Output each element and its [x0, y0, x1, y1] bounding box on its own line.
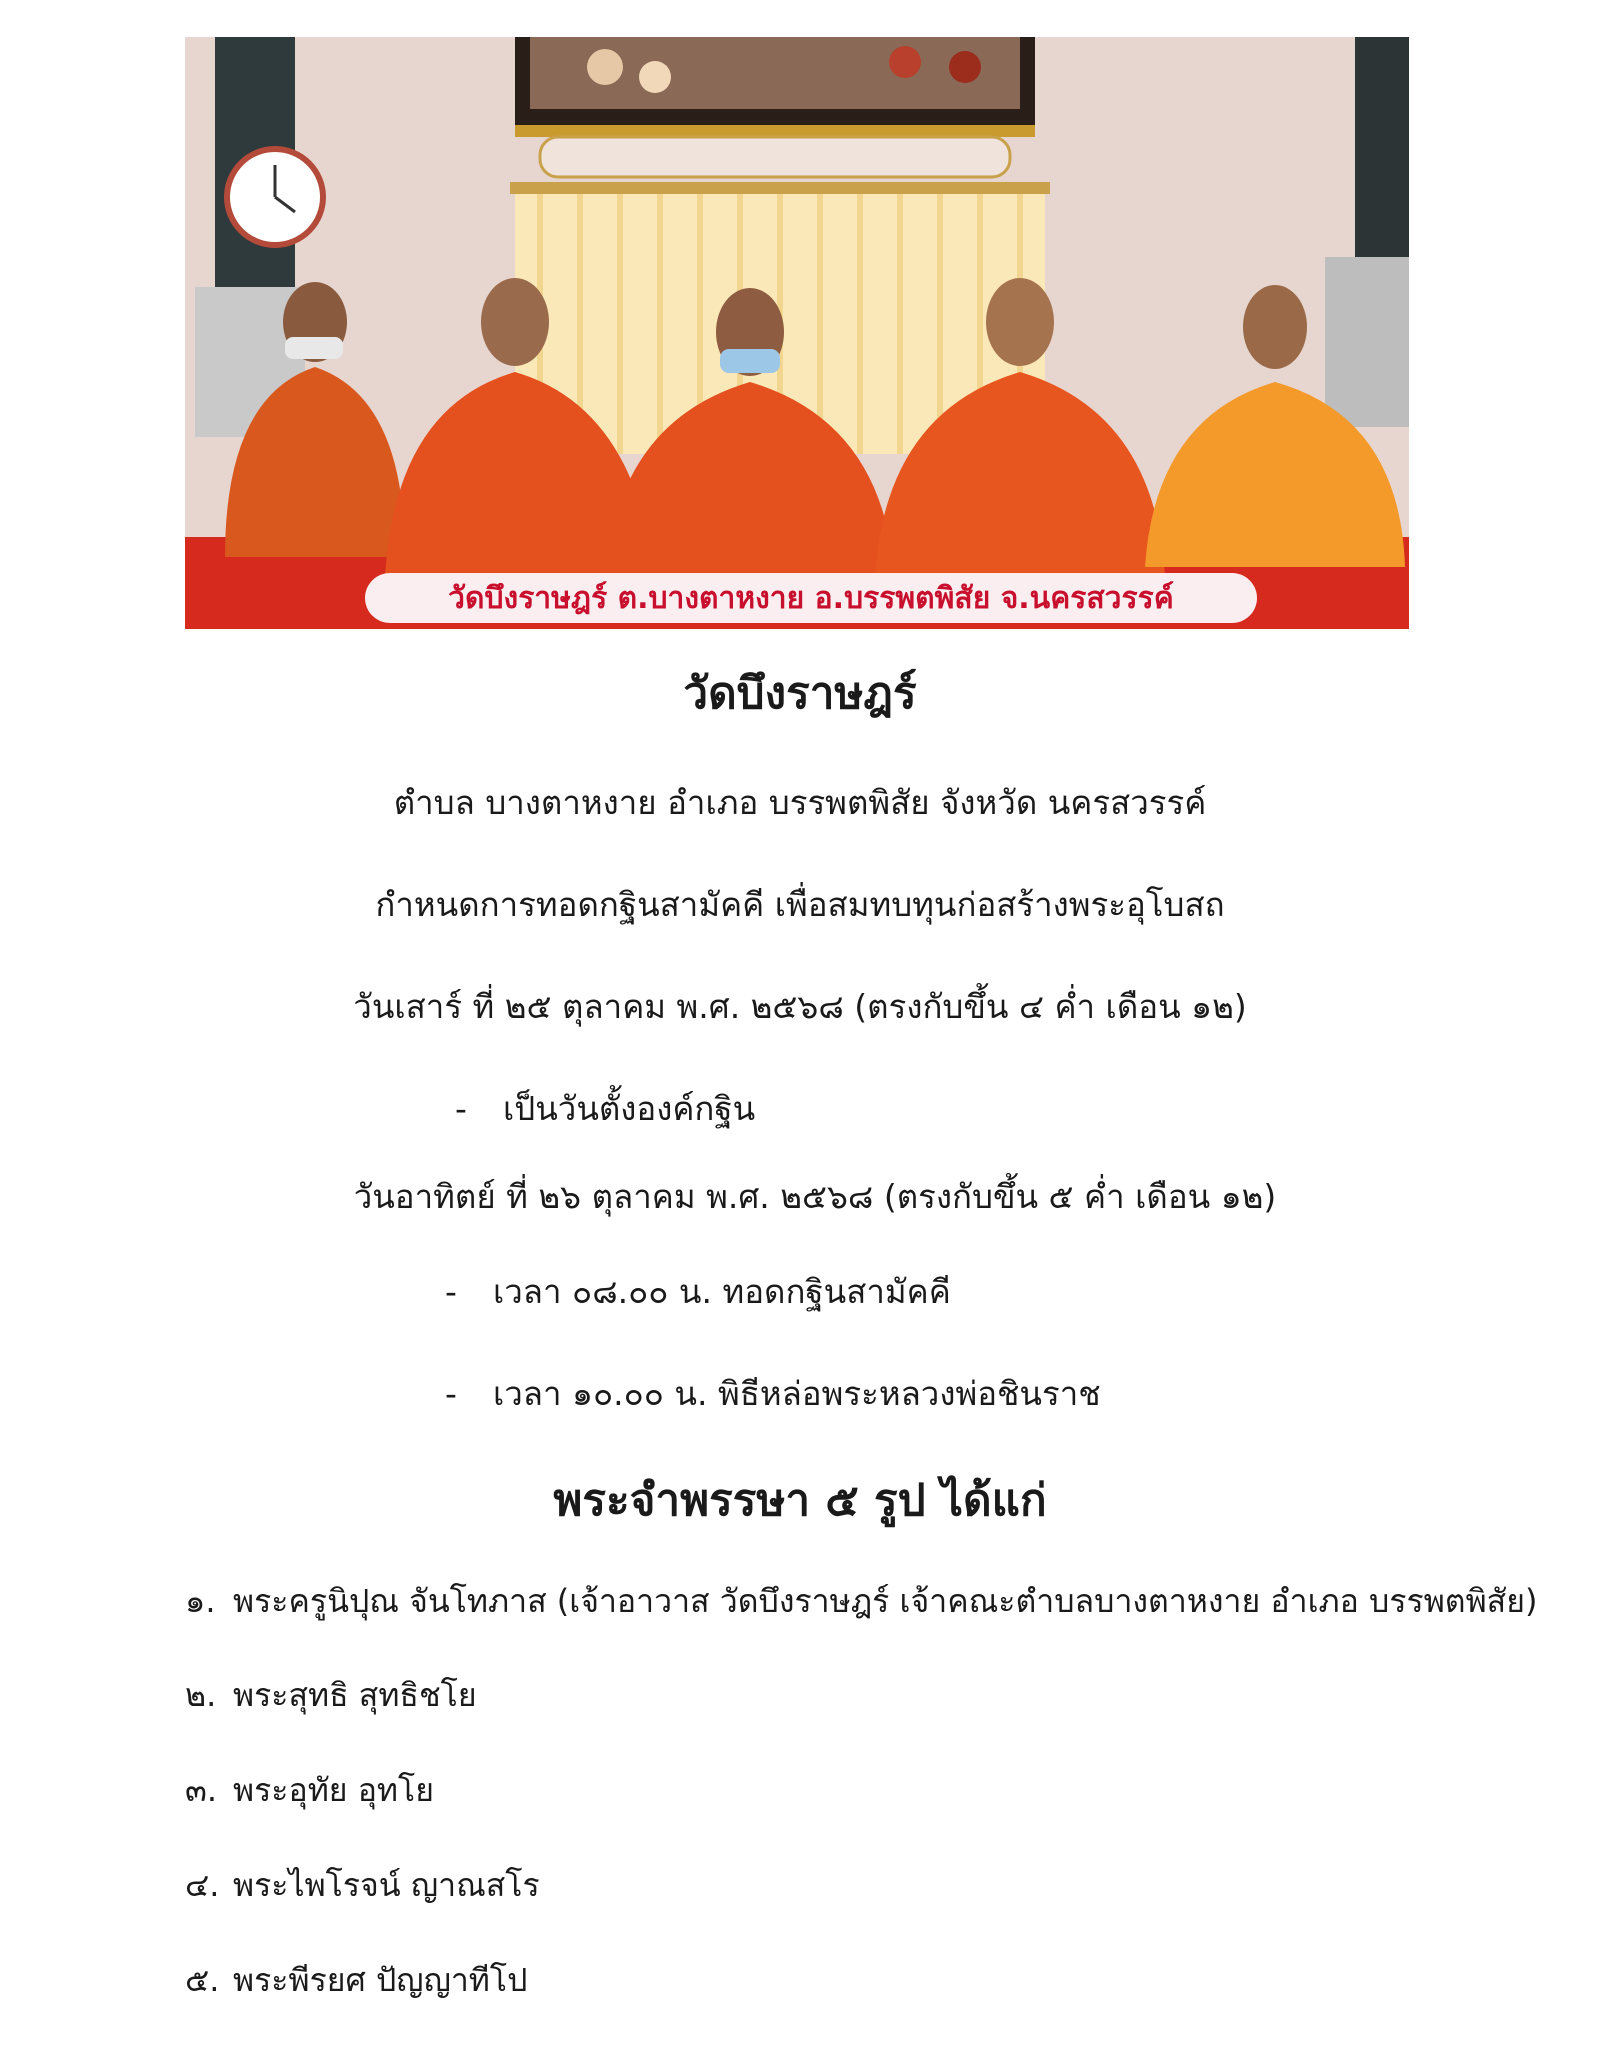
day2-bullet-item [445, 1367, 1101, 1420]
header-photo [185, 37, 1409, 629]
monk-list-item [185, 1860, 540, 1911]
list-number: ๓. [185, 1771, 218, 1809]
monk-list-item [185, 1765, 434, 1816]
bullet-text: เป็นวันตั้งองค์กฐิน [503, 1089, 756, 1128]
monk-name: พระสุทธิ สุทธิชโย [233, 1676, 477, 1714]
list-number: ๑. [185, 1582, 216, 1620]
monk-name: พระครูนิปุณ จันโทภาส (เจ้าอาวาส วัดบึงราษฎร์ เจ้าคณะตำบลบางตาหงาย อำเภอ บรรพตพิสัย) [233, 1582, 1538, 1620]
day2-bullet-item [445, 1265, 951, 1318]
bullet-dash: - [455, 1089, 467, 1128]
monks-heading: พระจำพรรษา ๕ รูป ได้แก่ [553, 1475, 1047, 1526]
monk-name: พระไพโรจน์ ญาณสโร [233, 1866, 540, 1904]
list-number: ๔. [185, 1866, 220, 1904]
wall-panel-right [1355, 37, 1409, 257]
monk-list-item [185, 1670, 477, 1721]
monk-list-item [185, 1955, 527, 2006]
bullet-dash: - [445, 1374, 457, 1413]
name-plaque [540, 137, 1010, 177]
bullet-dash: - [445, 1272, 457, 1311]
address-line: ตำบล บางตาหงาย อำเภอ บรรพตพิสัย จังหวัด นครสวรรค์ [393, 783, 1207, 822]
bullet-text: เวลา ๑๐.๐๐ น. พิธีหล่อพระหลวงพ่อชินราช [493, 1374, 1101, 1413]
monks-photo-illustration [185, 37, 1409, 629]
day2-line: วันอาทิตย์ ที่ ๒๖ ตุลาคม พ.ศ. ๒๕๖๘ (ตรงกับขึ้น ๕ ค่ำ เดือน ๑๒) [353, 1177, 1277, 1216]
monk-name: พระอุทัย อุทโย [233, 1771, 434, 1809]
day1-line: วันเสาร์ ที่ ๒๕ ตุลาคม พ.ศ. ๒๕๖๘ (ตรงกับขึ้น ๔ ค่ำ เดือน ๑๒) [353, 987, 1247, 1026]
monk-name: พระพีรยศ ปัญญาทีโป [233, 1961, 528, 1999]
list-number: ๒. [185, 1676, 217, 1714]
monk-list-item [185, 1576, 1537, 1627]
bullet-text: เวลา ๐๘.๐๐ น. ทอดกฐินสามัคคี [493, 1272, 951, 1311]
list-number: ๕. [185, 1961, 220, 1999]
document-title: วัดบึงราษฎร์ [683, 668, 917, 719]
day1-bullet-item [455, 1082, 755, 1135]
purpose-line: กำหนดการทอดกฐินสามัคคี เพื่อสมทบทุนก่อสร้างพระอุโบสถ [375, 885, 1225, 924]
photo-caption: วัดบึงราษฎร์ ต.บางตาหงาย อ.บรรพตพิสัย จ.นครสวรรค์ [365, 573, 1257, 623]
